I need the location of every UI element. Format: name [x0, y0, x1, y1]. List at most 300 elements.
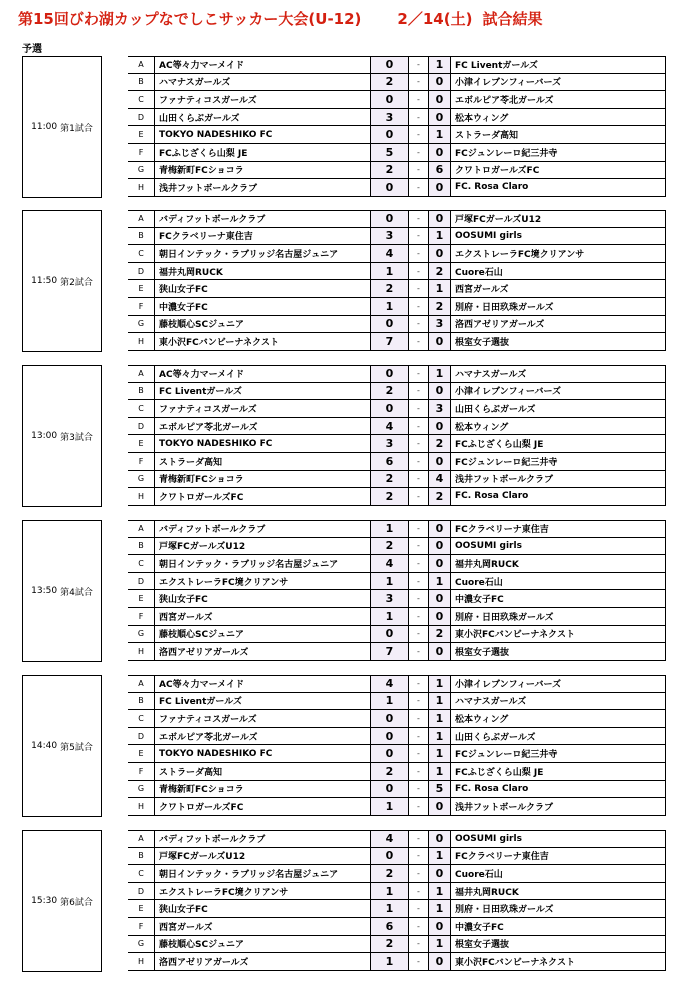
away-score: 0: [428, 383, 450, 400]
court-label: C: [138, 94, 144, 104]
away-team: 福井丸岡RUCK: [450, 555, 666, 572]
court-label: G: [137, 784, 145, 794]
court-label: B: [138, 696, 144, 706]
table-row: [128, 74, 666, 92]
court-label: B: [138, 77, 144, 87]
table-row: [128, 883, 666, 901]
table-row: [128, 763, 666, 781]
home-team: ハマナスガールズ: [154, 74, 370, 91]
away-score: 1: [428, 900, 450, 917]
court-label: C: [138, 713, 144, 723]
home-team: TOKYO NADESHIKO FC: [154, 745, 370, 762]
table-row: [128, 848, 666, 866]
home-team: ストラーダ高知: [154, 763, 370, 780]
match-time: 13:50: [31, 586, 58, 596]
away-team: 中濃女子FC: [450, 590, 666, 607]
home-score: 7: [370, 333, 408, 350]
away-team: OOSUMI girls: [450, 228, 666, 245]
away-team: 根室女子選抜: [450, 643, 666, 660]
home-team: ストラーダ高知: [154, 453, 370, 470]
match-block: [22, 675, 666, 817]
table-row: [128, 91, 666, 109]
away-team: 小津イレブンフィーバーズ: [450, 676, 666, 692]
score-separator: -: [408, 781, 428, 798]
score-separator: -: [408, 848, 428, 865]
match-time-label: [22, 210, 102, 352]
away-score: 1: [428, 573, 450, 590]
away-score: 2: [428, 626, 450, 643]
home-score: 1: [370, 900, 408, 917]
table-row: [128, 400, 666, 418]
away-score: 1: [428, 676, 450, 692]
table-row: [128, 228, 666, 246]
home-team: 西宮ガールズ: [154, 918, 370, 935]
home-team: エボルピア苓北ガールズ: [154, 418, 370, 435]
court-label: A: [138, 524, 144, 534]
score-separator: -: [408, 228, 428, 245]
court-label: E: [138, 904, 144, 914]
match-time: 14:40: [31, 741, 58, 751]
away-score: 0: [428, 333, 450, 350]
home-score: 0: [370, 57, 408, 73]
score-separator: -: [408, 435, 428, 452]
match-block: [22, 365, 666, 507]
match-time-label: [22, 520, 102, 662]
match-time-label: [22, 675, 102, 817]
away-team: 戸塚FCガールズU12: [450, 211, 666, 227]
score-separator: -: [408, 538, 428, 555]
court-label: G: [137, 474, 145, 484]
away-score: 4: [428, 471, 450, 488]
court-label: H: [137, 646, 144, 656]
table-row: [128, 608, 666, 626]
home-team: 藤枝順心SCジュニア: [154, 316, 370, 333]
court-label: F: [138, 301, 144, 311]
home-score: 5: [370, 144, 408, 161]
home-team: FC Liventガールズ: [154, 693, 370, 710]
score-separator: -: [408, 798, 428, 815]
match-time: 15:30: [31, 896, 58, 906]
away-team: 中濃女子FC: [450, 918, 666, 935]
home-team: 中濃女子FC: [154, 298, 370, 315]
away-score: 2: [428, 435, 450, 452]
score-separator: -: [408, 608, 428, 625]
home-score: 0: [370, 179, 408, 196]
table-row: [128, 538, 666, 556]
away-team: 別府・日田玖珠ガールズ: [450, 900, 666, 917]
home-team: ファナティコスガールズ: [154, 400, 370, 417]
match-number: 第1試合: [60, 123, 93, 134]
away-team: 洛西アゼリアガールズ: [450, 316, 666, 333]
court-label: E: [138, 439, 144, 449]
home-score: 2: [370, 74, 408, 91]
score-separator: -: [408, 126, 428, 143]
match-block: [22, 520, 666, 662]
home-score: 4: [370, 418, 408, 435]
match-time-label: [22, 56, 102, 198]
score-separator: -: [408, 298, 428, 315]
match-block: [22, 56, 666, 198]
table-row: [128, 865, 666, 883]
tournament-title: 第15回びわ湖カップなでしこサッカー大会(U-12): [18, 10, 362, 28]
score-separator: -: [408, 936, 428, 953]
score-separator: -: [408, 900, 428, 917]
court-label: D: [137, 266, 145, 276]
away-score: 1: [428, 710, 450, 727]
home-score: 6: [370, 918, 408, 935]
away-team: 根室女子選抜: [450, 936, 666, 953]
away-score: 5: [428, 781, 450, 798]
score-separator: -: [408, 676, 428, 692]
home-team: 西宮ガールズ: [154, 608, 370, 625]
table-row: [128, 918, 666, 936]
table-row: [128, 953, 666, 971]
home-score: 1: [370, 608, 408, 625]
table-row: [128, 936, 666, 954]
away-score: 0: [428, 245, 450, 262]
away-score: 0: [428, 74, 450, 91]
table-row: [128, 728, 666, 746]
home-team: 狭山女子FC: [154, 280, 370, 297]
away-score: 1: [428, 745, 450, 762]
table-row: [128, 830, 666, 848]
court-label: E: [138, 594, 144, 604]
away-score: 0: [428, 453, 450, 470]
away-score: 0: [428, 643, 450, 660]
table-row: [128, 210, 666, 228]
home-team: エボルピア苓北ガールズ: [154, 728, 370, 745]
away-score: 0: [428, 109, 450, 126]
court-label: C: [138, 403, 144, 413]
home-score: 1: [370, 573, 408, 590]
table-row: [128, 710, 666, 728]
home-score: 2: [370, 538, 408, 555]
home-score: 2: [370, 471, 408, 488]
home-score: 1: [370, 693, 408, 710]
home-score: 0: [370, 366, 408, 382]
away-score: 3: [428, 400, 450, 417]
away-team: ハマナスガールズ: [450, 366, 666, 382]
court-label: D: [137, 576, 145, 586]
away-team: エクストレーラFC境クリアンサ: [450, 245, 666, 262]
table-row: [128, 383, 666, 401]
away-team: Cuore石山: [450, 573, 666, 590]
court-label: A: [138, 214, 144, 224]
score-separator: -: [408, 488, 428, 505]
away-score: 0: [428, 590, 450, 607]
away-score: 0: [428, 538, 450, 555]
home-team: 山田くらぶガールズ: [154, 109, 370, 126]
court-label: B: [138, 231, 144, 241]
score-separator: -: [408, 333, 428, 350]
away-team: 小津イレブンフィーバーズ: [450, 74, 666, 91]
away-score: 1: [428, 883, 450, 900]
away-team: 松本ウィング: [450, 710, 666, 727]
court-label: G: [137, 629, 145, 639]
away-score: 0: [428, 521, 450, 537]
away-score: 2: [428, 488, 450, 505]
match-time-label: [22, 365, 102, 507]
score-separator: -: [408, 162, 428, 179]
match-time-label: [22, 830, 102, 972]
table-row: [128, 471, 666, 489]
away-score: 0: [428, 179, 450, 196]
table-row: [128, 745, 666, 763]
home-score: 3: [370, 109, 408, 126]
table-row: [128, 693, 666, 711]
table-row: [128, 520, 666, 538]
home-score: 3: [370, 590, 408, 607]
home-score: 0: [370, 728, 408, 745]
court-label: D: [137, 421, 145, 431]
match-number: 第3試合: [60, 432, 93, 443]
home-score: 1: [370, 953, 408, 970]
match-time: 13:00: [31, 431, 58, 441]
home-team: 浅井フットボールクラブ: [154, 179, 370, 196]
table-row: [128, 56, 666, 74]
home-score: 0: [370, 91, 408, 108]
home-score: 4: [370, 831, 408, 847]
table-row: [128, 418, 666, 436]
home-team: 福井丸岡RUCK: [154, 263, 370, 280]
score-separator: -: [408, 74, 428, 91]
score-separator: -: [408, 918, 428, 935]
score-separator: -: [408, 109, 428, 126]
score-separator: -: [408, 883, 428, 900]
home-team: 洛西アゼリアガールズ: [154, 953, 370, 970]
home-score: 0: [370, 211, 408, 227]
court-label: H: [137, 491, 144, 501]
court-label: F: [138, 147, 144, 157]
match-time: 11:00: [31, 122, 58, 132]
home-team: 朝日インテック・ラブリッジ名古屋ジュニア: [154, 245, 370, 262]
table-row: [128, 162, 666, 180]
away-score: 0: [428, 211, 450, 227]
away-score: 0: [428, 608, 450, 625]
match-block: [22, 210, 666, 352]
home-score: 2: [370, 162, 408, 179]
home-score: 0: [370, 126, 408, 143]
table-row: [128, 316, 666, 334]
away-team: FC Liventガールズ: [450, 57, 666, 73]
score-separator: -: [408, 745, 428, 762]
section-label: 予選: [22, 44, 42, 55]
home-score: 1: [370, 883, 408, 900]
score-separator: -: [408, 316, 428, 333]
home-score: 4: [370, 676, 408, 692]
away-score: 1: [428, 57, 450, 73]
score-separator: -: [408, 57, 428, 73]
home-score: 1: [370, 521, 408, 537]
away-team: FCジュンレーロ紀三井寺: [450, 144, 666, 161]
home-team: FCふじざくら山梨 JE: [154, 144, 370, 161]
away-team: FCふじざくら山梨 JE: [450, 435, 666, 452]
away-team: Cuore石山: [450, 263, 666, 280]
score-separator: -: [408, 693, 428, 710]
table-row: [128, 333, 666, 351]
away-team: 小津イレブンフィーバーズ: [450, 383, 666, 400]
away-team: ストラーダ高知: [450, 126, 666, 143]
home-team: クワトロガールズFC: [154, 488, 370, 505]
court-label: C: [138, 248, 144, 258]
home-team: バディフットボールクラブ: [154, 211, 370, 227]
score-separator: -: [408, 953, 428, 970]
court-label: C: [138, 558, 144, 568]
score-separator: -: [408, 453, 428, 470]
home-score: 0: [370, 848, 408, 865]
score-separator: -: [408, 263, 428, 280]
match-block: [22, 830, 666, 972]
away-score: 1: [428, 126, 450, 143]
home-score: 4: [370, 245, 408, 262]
home-team: 青梅新町FCショコラ: [154, 781, 370, 798]
score-separator: -: [408, 728, 428, 745]
home-team: 青梅新町FCショコラ: [154, 471, 370, 488]
court-label: G: [137, 939, 145, 949]
away-score: 1: [428, 228, 450, 245]
match-date: 2／14(土): [397, 10, 473, 28]
score-separator: -: [408, 643, 428, 660]
table-row: [128, 365, 666, 383]
away-team: FCジュンレーロ紀三井寺: [450, 453, 666, 470]
score-separator: -: [408, 763, 428, 780]
table-row: [128, 144, 666, 162]
court-label: F: [138, 456, 144, 466]
away-score: 0: [428, 91, 450, 108]
home-score: 2: [370, 763, 408, 780]
match-time: 11:50: [31, 276, 58, 286]
match-number: 第5試合: [60, 742, 93, 753]
score-separator: -: [408, 590, 428, 607]
court-label: F: [138, 766, 144, 776]
results-heading: 試合結果: [482, 10, 543, 28]
away-team: 浅井フットボールクラブ: [450, 471, 666, 488]
away-score: 0: [428, 865, 450, 882]
court-label: E: [138, 130, 144, 140]
court-label: H: [137, 182, 144, 192]
away-team: 福井丸岡RUCK: [450, 883, 666, 900]
home-team: バディフットボールクラブ: [154, 521, 370, 537]
away-team: 東小沢FCバンビーナネクスト: [450, 953, 666, 970]
score-separator: -: [408, 710, 428, 727]
court-label: B: [138, 851, 144, 861]
home-team: 藤枝順心SCジュニア: [154, 936, 370, 953]
table-row: [128, 245, 666, 263]
score-separator: -: [408, 179, 428, 196]
score-separator: -: [408, 280, 428, 297]
home-score: 0: [370, 400, 408, 417]
home-team: TOKYO NADESHIKO FC: [154, 435, 370, 452]
score-separator: -: [408, 144, 428, 161]
court-label: B: [138, 386, 144, 396]
court-label: A: [138, 679, 144, 689]
home-score: 2: [370, 936, 408, 953]
home-score: 0: [370, 710, 408, 727]
table-row: [128, 435, 666, 453]
score-separator: -: [408, 211, 428, 227]
table-row: [128, 126, 666, 144]
away-team: FCクラベリーナ東住吉: [450, 521, 666, 537]
away-score: 2: [428, 263, 450, 280]
home-team: 東小沢FCバンビーナネクスト: [154, 333, 370, 350]
table-row: [128, 675, 666, 693]
score-separator: -: [408, 471, 428, 488]
home-team: クワトロガールズFC: [154, 798, 370, 815]
table-row: [128, 626, 666, 644]
court-label: G: [137, 165, 145, 175]
home-score: 2: [370, 865, 408, 882]
away-team: FCクラベリーナ東住吉: [450, 848, 666, 865]
home-score: 0: [370, 745, 408, 762]
table-row: [128, 453, 666, 471]
court-label: F: [138, 611, 144, 621]
score-separator: -: [408, 626, 428, 643]
away-team: FC. Rosa Claro: [450, 179, 666, 196]
court-label: B: [138, 541, 144, 551]
score-separator: -: [408, 245, 428, 262]
away-team: 東小沢FCバンビーナネクスト: [450, 626, 666, 643]
home-score: 2: [370, 383, 408, 400]
table-row: [128, 798, 666, 816]
score-separator: -: [408, 400, 428, 417]
away-team: 山田くらぶガールズ: [450, 400, 666, 417]
away-team: 松本ウィング: [450, 418, 666, 435]
home-team: 狭山女子FC: [154, 590, 370, 607]
away-score: 1: [428, 366, 450, 382]
away-score: 1: [428, 280, 450, 297]
away-team: FCジュンレーロ紀三井寺: [450, 745, 666, 762]
home-score: 1: [370, 298, 408, 315]
home-team: FCクラベリーナ東住吉: [154, 228, 370, 245]
table-row: [128, 555, 666, 573]
home-score: 4: [370, 555, 408, 572]
home-team: ファナティコスガールズ: [154, 710, 370, 727]
away-team: 西宮ガールズ: [450, 280, 666, 297]
table-row: [128, 781, 666, 799]
away-score: 0: [428, 831, 450, 847]
court-label: D: [137, 112, 145, 122]
court-label: F: [138, 921, 144, 931]
score-separator: -: [408, 366, 428, 382]
court-label: A: [138, 834, 144, 844]
court-label: E: [138, 284, 144, 294]
home-score: 0: [370, 316, 408, 333]
away-team: ハマナスガールズ: [450, 693, 666, 710]
away-score: 6: [428, 162, 450, 179]
away-score: 1: [428, 936, 450, 953]
home-team: 青梅新町FCショコラ: [154, 162, 370, 179]
home-team: 朝日インテック・ラブリッジ名古屋ジュニア: [154, 555, 370, 572]
home-team: AC等々力マーメイド: [154, 57, 370, 73]
away-score: 0: [428, 418, 450, 435]
home-team: 戸塚FCガールズU12: [154, 538, 370, 555]
table-row: [128, 263, 666, 281]
away-team: 別府・日田玖珠ガールズ: [450, 298, 666, 315]
score-separator: -: [408, 383, 428, 400]
table-row: [128, 280, 666, 298]
away-team: クワトロガールズFC: [450, 162, 666, 179]
away-team: FC. Rosa Claro: [450, 781, 666, 798]
away-score: 1: [428, 848, 450, 865]
home-team: 藤枝順心SCジュニア: [154, 626, 370, 643]
match-number: 第2試合: [60, 277, 93, 288]
away-score: 0: [428, 798, 450, 815]
table-row: [128, 643, 666, 661]
away-team: FCふじざくら山梨 JE: [450, 763, 666, 780]
away-team: 山田くらぶガールズ: [450, 728, 666, 745]
score-separator: -: [408, 573, 428, 590]
home-team: AC等々力マーメイド: [154, 676, 370, 692]
